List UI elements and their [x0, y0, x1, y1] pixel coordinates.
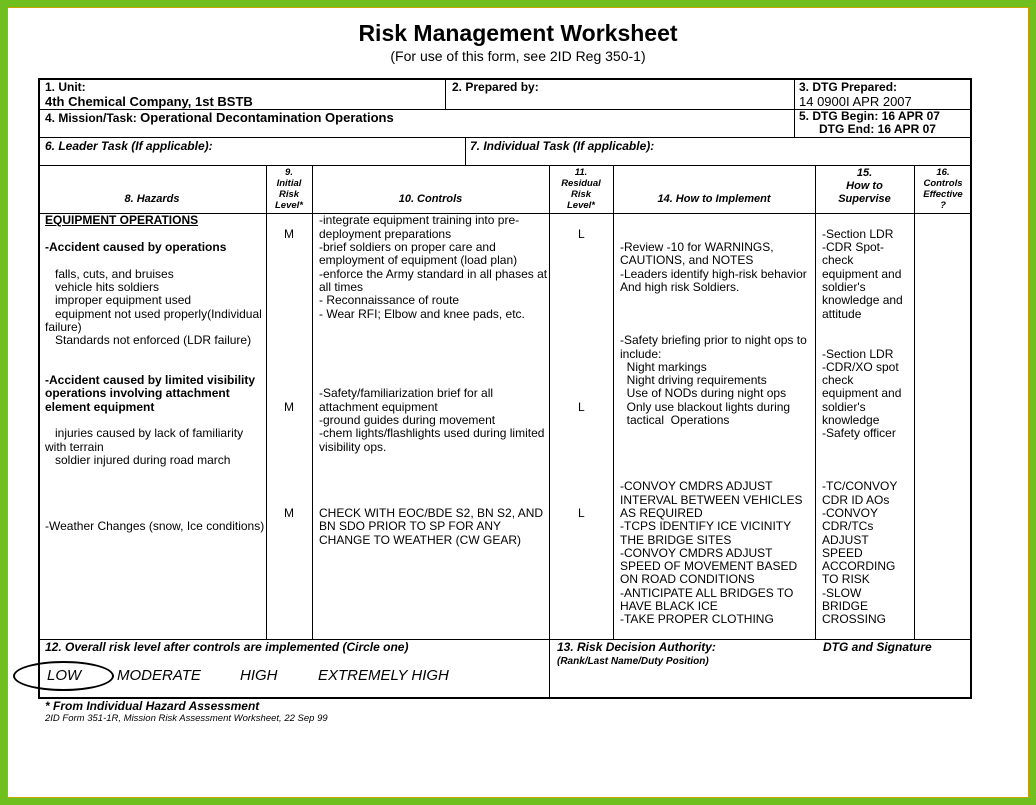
hazard-2-item: with terrain	[45, 440, 104, 454]
unit-value[interactable]: 4th Chemical Company, 1st BSTB	[45, 94, 253, 109]
residual-risk-3: L	[578, 506, 585, 520]
mission-value[interactable]: Operational Decontamination Operations	[140, 110, 394, 125]
supervise-2-line: -Section LDR	[822, 347, 894, 361]
leader-task-label: 6. Leader Task (If applicable):	[45, 139, 213, 153]
col-divider-residual	[613, 165, 614, 639]
prepared-by-label: 2. Prepared by:	[452, 80, 539, 94]
hazard-1-item: failure)	[45, 320, 82, 334]
risk-level-moderate[interactable]: MODERATE	[117, 667, 201, 684]
control-1-line: employment of equipment (load plan)	[319, 253, 518, 267]
supervise-3-line: CROSSING	[822, 612, 887, 626]
authority-sublabel: (Rank/Last Name/Duty Position)	[557, 656, 709, 667]
hazard-1-title: -Accident caused by operations	[45, 240, 227, 254]
supervise-3-line: SPEED	[822, 546, 863, 560]
implement-2-line: include:	[620, 347, 662, 361]
col-divider-implement	[815, 165, 816, 639]
worksheet-subtitle: (For use of this form, see 2ID Reg 350-1)	[390, 48, 646, 64]
implement-2-line: Night markings	[620, 360, 707, 374]
supervise-2-line: -CDR/XO spot	[822, 360, 899, 374]
col-divider-hazards	[266, 165, 267, 639]
implement-3-line: SPEED OF MOVEMENT BASED	[620, 559, 798, 573]
implement-3-line: HAVE BLACK ICE	[620, 599, 718, 613]
initial-risk-3: M	[284, 506, 294, 520]
control-1-line: deployment preparations	[319, 227, 452, 241]
col-header-initial-risk: 9. Initial Risk Level*	[275, 167, 303, 211]
dtg-begin[interactable]: 5. DTG Begin: 16 APR 07	[799, 109, 940, 123]
worksheet-title: Risk Management Worksheet	[358, 20, 678, 46]
control-1-line: -enforce the Army standard in all phases at	[319, 267, 548, 281]
implement-1-line: -Review -10 for WARNINGS,	[620, 240, 774, 254]
implement-2-line: -Safety briefing prior to night ops to	[620, 333, 807, 347]
supervise-3-line: -CONVOY	[822, 506, 879, 520]
risk-level-low[interactable]: LOW	[47, 667, 82, 684]
hazard-1-item: improper equipment used	[55, 293, 192, 307]
supervise-3-line: ACCORDING	[822, 559, 896, 573]
supervise-2-line: soldier's	[822, 400, 866, 414]
supervise-1-line: -CDR Spot-	[822, 240, 885, 254]
col-header-hazards: 8. Hazards	[124, 193, 180, 205]
dtg-end[interactable]: DTG End: 16 APR 07	[819, 122, 936, 136]
control-2-line: visibility ops.	[319, 440, 387, 454]
supervise-3-line: CDR ID AOs	[822, 493, 890, 507]
hazard-1-item: equipment not used properly(Individual	[55, 307, 262, 321]
footnote: * From Individual Hazard Assessment	[45, 699, 260, 713]
risk-level-extremely-high[interactable]: EXTREMELY HIGH	[318, 667, 449, 684]
individual-task-label: 7. Individual Task (If applicable):	[470, 139, 655, 153]
hazard-1-item: falls, cuts, and bruises	[55, 267, 174, 281]
supervise-1-line: knowledge and	[822, 293, 903, 307]
control-3-line: BN SDO PRIOR TO SP FOR ANY	[319, 519, 502, 533]
col-divider-supervise	[914, 165, 915, 639]
implement-3-line: -TCPS IDENTIFY ICE VICINITY	[620, 519, 792, 533]
hazard-2-item: injuries caused by lack of familiarity	[55, 426, 244, 440]
supervise-2-line: -Safety officer	[822, 426, 896, 440]
supervise-1-line: check	[822, 253, 854, 267]
control-1-line: -brief soldiers on proper care and	[319, 240, 496, 254]
hazard-2-item: soldier injured during road march	[55, 453, 231, 467]
overall-risk-label: 12. Overall risk level after controls are implemented (Circle one)	[45, 640, 409, 654]
implement-1-line: -Leaders identify high-risk behavior	[620, 267, 807, 281]
control-2-line: attachment equipment	[319, 400, 438, 414]
control-3-line: CHANGE TO WEATHER (CW GEAR)	[319, 533, 522, 547]
implement-3-line: THE BRIDGE SITES	[620, 533, 732, 547]
implement-1-line: And high risk Soldiers.	[620, 280, 740, 294]
col-divider-prepared	[445, 78, 446, 109]
col-header-residual-risk: 11. Residual Risk Level*	[561, 167, 601, 211]
control-2-line: -ground guides during movement	[319, 413, 496, 427]
supervise-2-line: knowledge	[822, 413, 880, 427]
supervise-3-line: -SLOW	[822, 586, 862, 600]
implement-1-line: CAUTIONS, and NOTES	[620, 253, 754, 267]
hazard-2-title: operations involving attachment	[45, 386, 230, 400]
unit-label: 1. Unit:	[45, 80, 86, 94]
hazard-1-item: vehicle hits soldiers	[55, 280, 160, 294]
supervise-1-line: attitude	[822, 307, 862, 321]
supervise-2-line: check	[822, 373, 854, 387]
control-1-line: - Wear RFI; Elbow and knee pads, etc.	[319, 307, 525, 321]
control-2-line: -chem lights/flashlights used during limited	[319, 426, 545, 440]
control-1-line: - Reconnaissance of route	[319, 293, 460, 307]
initial-risk-1: M	[284, 227, 294, 241]
supervise-1-line: soldier's	[822, 280, 866, 294]
row-divider-mission	[38, 137, 972, 138]
hazard-1-item: Standards not enforced (LDR failure)	[55, 333, 252, 347]
risk-level-high[interactable]: HIGH	[240, 667, 278, 684]
hazard-2-title: element equipment	[45, 400, 155, 414]
implement-2-line: Only use blackout lights during	[620, 400, 791, 414]
implement-3-line: -ANTICIPATE ALL BRIDGES TO	[620, 586, 794, 600]
control-2-line: -Safety/familiarization brief for all	[319, 386, 494, 400]
implement-2-line: Use of NODs during night ops	[620, 386, 787, 400]
control-1-line: -integrate equipment training into pre-	[319, 213, 520, 227]
implement-2-line: tactical Operations	[620, 413, 730, 427]
col-divider-controls	[549, 165, 550, 699]
supervise-1-line: equipment and	[822, 267, 902, 281]
mission-label-text: 4. Mission/Task:	[45, 111, 141, 125]
authority-label: 13. Risk Decision Authority:	[557, 640, 716, 654]
col-header-controls-effective: 16. Controls Effective ?	[923, 167, 963, 211]
col-divider-dtg	[794, 78, 795, 137]
supervise-3-line: CDR/TCs	[822, 519, 874, 533]
implement-3-line: AS REQUIRED	[620, 506, 703, 520]
supervise-2-line: equipment and	[822, 386, 902, 400]
col-header-how-to-supervise: 15. How to Supervise	[838, 167, 891, 205]
implement-3-line: INTERVAL BETWEEN VEHICLES	[620, 493, 803, 507]
row-divider-tasks	[38, 165, 972, 166]
supervise-1-line: -Section LDR	[822, 227, 894, 241]
dtg-signature-label: DTG and Signature	[823, 640, 932, 654]
implement-2-line: Night driving requirements	[620, 373, 767, 387]
col-divider-initial	[312, 165, 313, 639]
initial-risk-2: M	[284, 400, 294, 414]
form-id: 2ID Form 351-1R, Mission Risk Assessment Worksheet, 22 Sep 99	[45, 713, 328, 724]
mission-label	[45, 111, 394, 125]
supervise-3-line: TO RISK	[822, 572, 870, 586]
residual-risk-1: L	[578, 227, 585, 241]
dtg-prepared-value[interactable]: 14 0900I APR 2007	[799, 94, 912, 109]
residual-risk-2: L	[578, 400, 585, 414]
dtg-prepared-label: 3. DTG Prepared:	[799, 80, 898, 94]
implement-3-line: -CONVOY CMDRS ADJUST	[620, 479, 773, 493]
hazards-section-title: EQUIPMENT OPERATIONS	[45, 213, 199, 227]
col-header-controls: 10. Controls	[398, 193, 463, 205]
hazard-3-title: -Weather Changes (snow, Ice conditions)	[45, 519, 265, 533]
supervise-3-line: ADJUST	[822, 533, 869, 547]
implement-3-line: ON ROAD CONDITIONS	[620, 572, 755, 586]
col-header-how-to-implement: 14. How to Implement	[657, 193, 771, 205]
implement-3-line: -CONVOY CMDRS ADJUST	[620, 546, 773, 560]
control-1-line: all times	[319, 280, 364, 294]
supervise-3-line: -TC/CONVOY	[822, 479, 898, 493]
implement-3-line: -TAKE PROPER CLOTHING	[620, 612, 774, 626]
supervise-3-line: BRIDGE	[822, 599, 869, 613]
hazard-2-title: -Accident caused by limited visibility	[45, 373, 256, 387]
col-divider-task	[465, 137, 466, 165]
control-3-line: CHECK WITH EOC/BDE S2, BN S2, AND	[319, 506, 544, 520]
